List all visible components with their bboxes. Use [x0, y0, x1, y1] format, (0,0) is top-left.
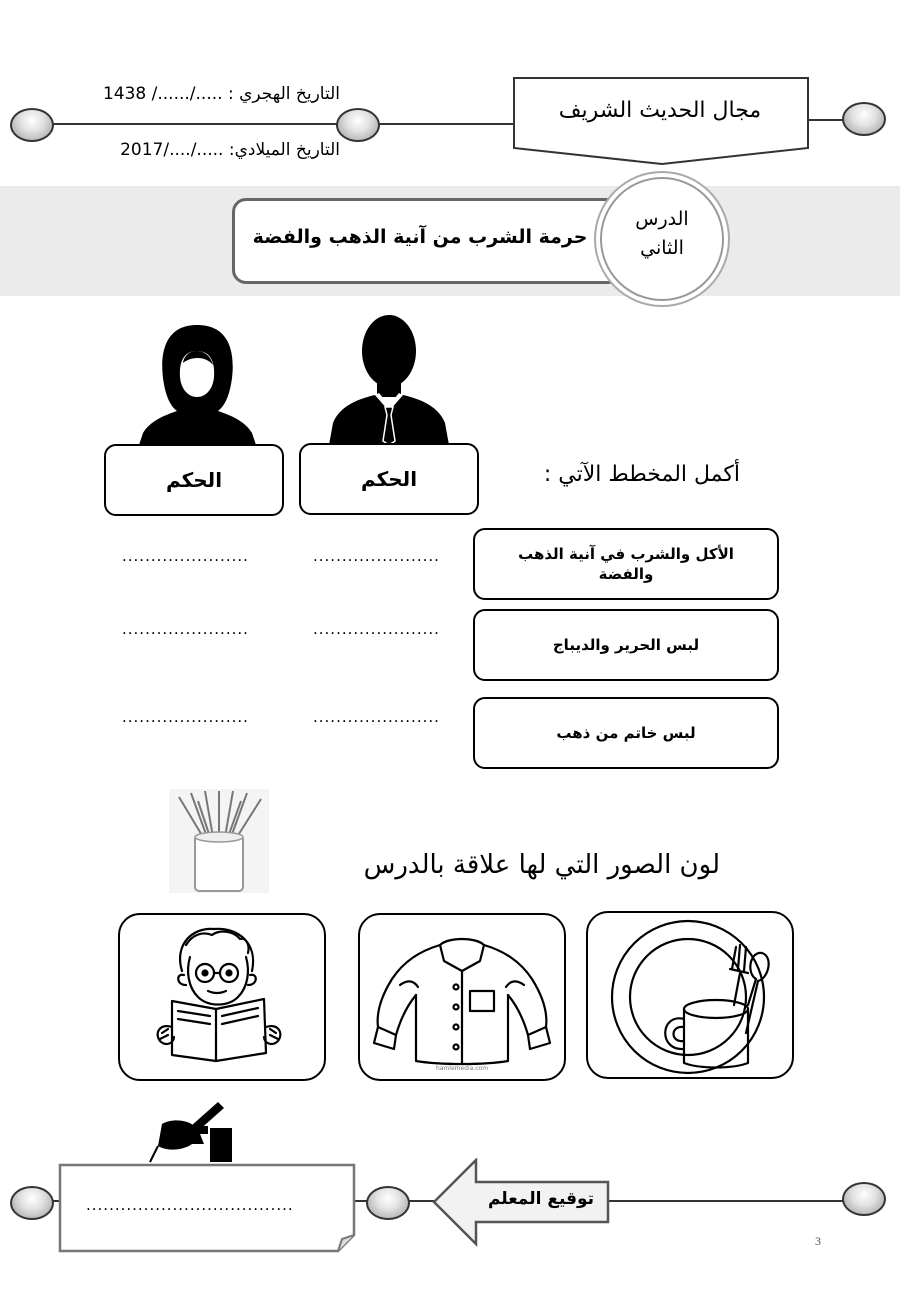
women-ruling-header: الحكم [104, 444, 284, 516]
diagram-instruction: أكمل المخطط الآتي : [543, 462, 740, 487]
image-watermark: hamlemedia.com [435, 1065, 489, 1072]
shirt-icon [360, 915, 564, 1079]
ornament-ball [336, 108, 380, 142]
boy-reading-image-box[interactable] [118, 913, 326, 1081]
ornament-ball [10, 1186, 54, 1220]
men-answer-row-3[interactable]: ...................... [313, 708, 440, 726]
shirt-image-box[interactable] [358, 913, 566, 1081]
men-answer-row-2[interactable]: ...................... [313, 620, 440, 638]
signature-line[interactable]: .................................... [86, 1196, 294, 1214]
plate-cup-cutlery-icon [588, 913, 792, 1077]
coloring-instruction: لون الصور التي لها علاقة بالدرس [363, 850, 720, 880]
plate-cup-image-box[interactable] [586, 911, 794, 1079]
lesson-title: حرمة الشرب من آنية الذهب والفضة [252, 226, 588, 248]
hand-writing-icon [148, 1100, 238, 1166]
gregorian-date: التاريخ الميلادي: ...../..../2017 [120, 140, 340, 160]
men-ruling-header: الحكم [299, 443, 479, 515]
men-answer-row-1[interactable]: ...................... [313, 547, 440, 565]
page-number: 3 [815, 1234, 821, 1248]
lesson-number-line2: الثاني [640, 237, 684, 259]
women-answer-row-3[interactable]: ...................... [122, 708, 249, 726]
man-silhouette-icon [327, 311, 452, 445]
domain-title: مجال الحديث الشريف [558, 98, 762, 123]
header-rule-left [30, 123, 520, 125]
women-answer-row-2[interactable]: ...................... [122, 620, 249, 638]
item-label-row-2: لبس الحرير والديباج [473, 609, 779, 681]
ornament-ball [842, 102, 886, 136]
ornament-ball [10, 108, 54, 142]
item-label-row-3: لبس خاتم من ذهب [473, 697, 779, 769]
hijri-date: التاريخ الهجري : ...../....../ 1438 [102, 84, 340, 104]
women-answer-row-1[interactable]: ...................... [122, 547, 249, 565]
woman-silhouette-icon [135, 323, 260, 445]
boy-reading-icon [120, 915, 324, 1079]
ornament-ball [366, 1186, 410, 1220]
item-label-row-1: الأكل والشرب في آنية الذهب والفضة [473, 528, 779, 600]
colored-pencils-cup-icon [165, 787, 275, 895]
lesson-number-line1: الدرس [635, 208, 689, 230]
ornament-ball [842, 1182, 886, 1216]
signature-label: توقيع المعلم [487, 1189, 595, 1209]
